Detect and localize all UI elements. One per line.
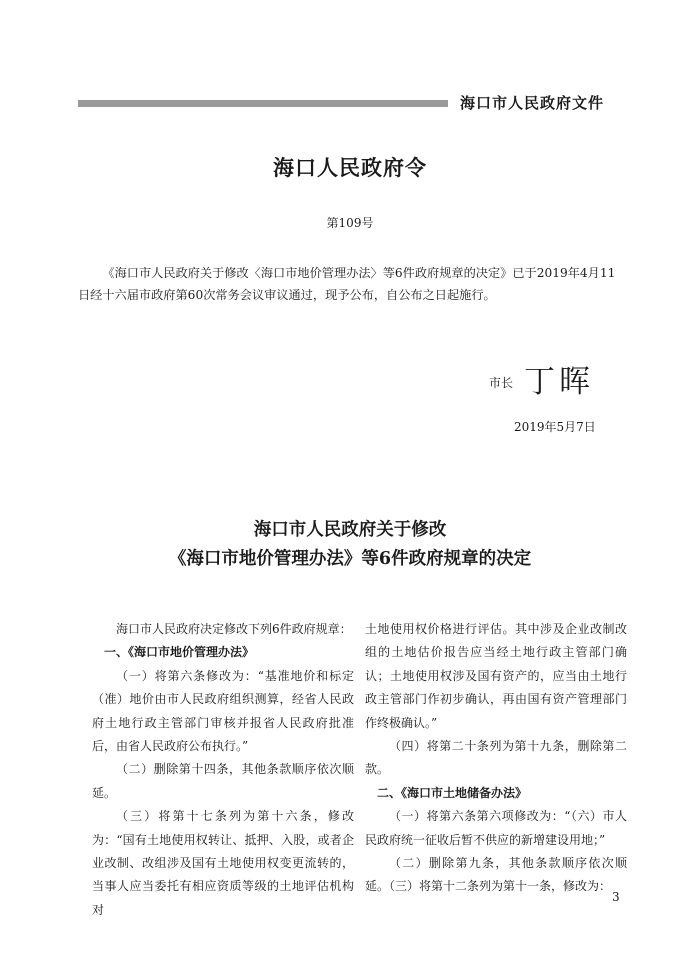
header-rule <box>78 100 448 107</box>
left-paragraph: （三）将第十七条列为第十六条，修改为：“国有土地使用权转让、抵押、入股，或者企业改制、改组涉及国有土地使用权变更流转的，当事人应当委托有相应资质等级的土地评估机构对 <box>92 809 354 917</box>
section-heading: 一、《海口市地价管理办法》 <box>104 645 255 660</box>
right-paragraph: （四）将第二十条列为第十九条，删除第二款。 <box>365 739 627 777</box>
mayor-signature: 丁晖 <box>524 364 594 400</box>
page-number: 3 <box>612 890 620 904</box>
signing-date: 2019年5月7日 <box>514 420 596 434</box>
right-paragraph: （二）删除第九条，其他条款顺序依次顺延。（三）将第十二条列为第十一条，修改为： <box>365 856 627 894</box>
decision-title <box>0 516 700 574</box>
order-body: 《海口市人民政府关于修改〈海口市地价管理办法〉等6件政府规章的决定》已于2019年4月11日经十六届市政府第60次常务会议审议通过，现予公布，自公布之日起施行。 <box>78 266 616 302</box>
right-paragraph: （一）将第六条第六项修改为：“（六）市人民政府统一征收后暂不供应的新增建设用地；” <box>365 809 627 847</box>
document-header-title: 海口市人民政府文件 <box>460 94 605 112</box>
decision-title-line1: 海口市人民政府关于修改 <box>253 520 447 540</box>
left-column <box>92 618 354 922</box>
right-paragraph: 土地使用权价格进行评估。其中涉及企业改制改组的土地估价报告应当经土地行政主管部门确认；土地使用权涉及国有资产的，应当由土地行政主管部门作初步确认，再由国有资产管理部门作终极确认。” <box>365 622 627 730</box>
mayor-label: 市长 <box>489 376 514 390</box>
right-column <box>365 618 627 899</box>
left-paragraph: （二）删除第十四条，其他条款顺序依次顺延。 <box>92 762 354 800</box>
order-title: 海口人民政府令 <box>273 155 427 180</box>
order-number: 第109号 <box>326 216 374 230</box>
decision-title-line2: 《海口市地价管理办法》等6件政府规章的决定 <box>168 549 532 569</box>
left-paragraph: 海口市人民政府决定修改下列6件政府规章： <box>116 622 352 636</box>
left-paragraph: （一）将第六条修改为：“基准地价和标定（准）地价由市人民政府组织测算，经省人民政府土地行政主管部门审核并报省人民政府批准后，由省人民政府公布执行。” <box>92 668 354 754</box>
section-heading: 二、《海口市土地储备办法》 <box>377 785 528 800</box>
